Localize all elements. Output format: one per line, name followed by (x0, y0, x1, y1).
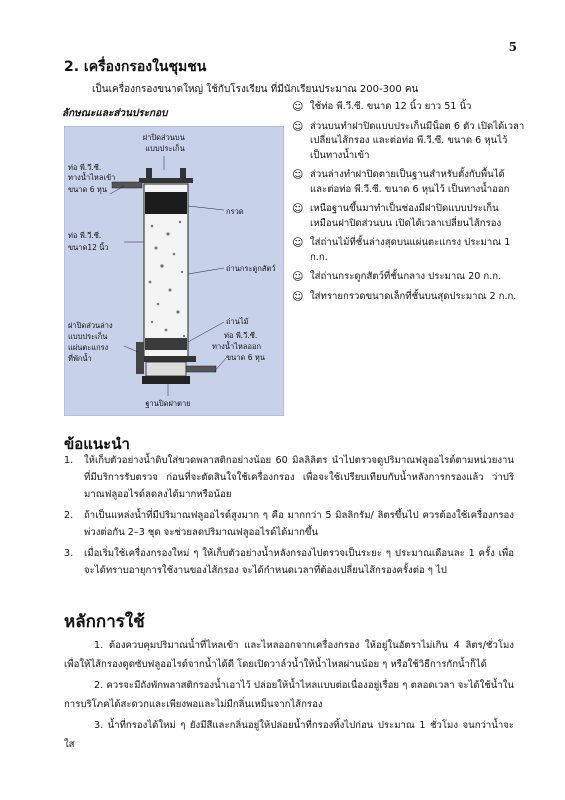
principles-body (64, 636, 514, 756)
list-item: ☺ ใส่ถ่านกระดูกสัตว์ที่ชั้นกลาง ประมาณ 20 ก.ก. (292, 270, 502, 283)
list-item: ☺ ส่วนบนทำฝาปิดแบบประเก็นมีน็อต 6 ตัว เปิดได้เวลาเปลี่ยนไส้กรอง และต่อท่อ พี.วี.ซี. ขนาด 6 หุนไว้ เป็นทางน้ำเข้า (292, 119, 525, 161)
list-item: 2. ถ้าเป็นแหล่งน้ำที่มีปริมาณฟลูออไรด์สูงมาก ๆ คือ มากกว่า 5 มิลลิกรัม/ ลิตรขึ้นไป ควรต้องใช้เครื่องกรองพ่วงต่อกัน 2–3 ชุด จะช่วยลดปริมาณฟลูออไรด์ได้มากขึ้น (64, 510, 514, 538)
list-item: 3. เมื่อเริ่มใช้เครื่องกรองใหม่ ๆ ให้เก็บตัวอย่างน้ำหลังกรองไปตรวจเป็นระยะ ๆ ประมาณเดือนละ 1 ครั้ง เพื่อจะได้ทราบอายุการใช้งานของไส้กรอง จะได้กำหนดเวลาที่ต้องเปลี่ยนไส้กรองครั้งต่อ ๆ ไป (64, 548, 514, 576)
list-item: ☺ ใส่ทรายกรวดขนาดเล็กที่ชั้นบนสุดประมาณ 2 ก.ก. (292, 289, 517, 303)
label-top-lid: ฝาปิดส่วนบน แบบประเก็น (142, 133, 185, 153)
principles-heading: หลักการใช้ (64, 612, 145, 632)
list-item: ☺ ใช้ท่อ พี.วี.ซี. ขนาด 12 นิ้ว ยาว 51 นิ้ว (292, 100, 472, 113)
label-gravel: กรวด (226, 207, 244, 216)
advice-list (64, 452, 514, 583)
components-subheading: ลักษณะและส่วนประกอบ (62, 108, 168, 119)
smiley-icon: ☺ (292, 289, 304, 303)
smiley-icon: ☺ (292, 236, 304, 249)
paragraph: 1. ต้องควบคุมปริมาณน้ำที่ไหลเข้า และไหลออกจากเครื่องกรอง ให้อยู่ในอัตราไม่เกิน 4 ลิตร/ชั่วโมง เพื่อให้ไส้กรองดูดซับฟลูออไรด์จากน้ำได้ดี โดยเปิดวาล์วน้ำให้น้ำไหลผ่านน้อย ๆ หรือใช้วิธีการกักน้ำก็ได้ (64, 640, 514, 670)
label-base: ฐานปิดฝาตาย (145, 399, 191, 408)
label-pvc-pipe: ท่อ พี.วี.ซี. ขนาด12 นิ้ว (68, 231, 109, 252)
advice-heading: ข้อแนะนำ (64, 435, 130, 453)
label-bone-char: ถ่านกระดูกสัตว์ (226, 264, 276, 273)
paragraph: 3. น้ำที่กรองได้ใหม่ ๆ ยังมีสีและกลิ่นอยู่ให้ปล่อยน้ำที่กรองทิ้งไปก่อน ประมาณ 1 ชั่วโมง จนกว่าน้ำจะใส (64, 720, 514, 750)
section-heading: 2. เครื่องกรองในชุมชน (64, 59, 207, 75)
label-bottom-lid: ฝาปิดส่วนล่าง แบบประเก็น แผ่นตะแกรง ที่พักน้ำ (68, 321, 113, 363)
filter-diagram (64, 126, 284, 416)
label-inlet-pipe: ท่อ พี.วี.ซี. ทางน้ำไหลเข้า ขนาด 6 หุน (68, 163, 116, 194)
smiley-icon: ☺ (292, 119, 304, 133)
label-outlet-pipe: ท่อ พี.วี.ซี. ทางน้ำไหลออก ขนาด 6 หุน (212, 331, 265, 362)
label-charcoal: ถ่านไม้ (226, 317, 249, 326)
list-item: ☺ ส่วนล่างทำฝาปิดตายเป็นฐานสำหรับตั้งกับพื้นได้ และต่อท่อ พี.วี.ซี. ขนาด 6 หุนไว้ เป็นทางน้ำออก (292, 168, 510, 195)
list-item: 1. ให้เก็บตัวอย่างน้ำดิบใส่ขวดพลาสติกอย่างน้อย 60 มิลลิลิตร นำไปตรวจดูปริมาณฟลูออไรด์ตามหน่วยงานที่มีบริการรับตรวจ ก่อนที่จะตัดสินใจใช้เครื่องกรอง เพื่อจะใช้เปรียบเทียบกับน้ำหลังการกรองแล้ว ว่าปริมาณฟลูออไรด์ลดลงได้มากหรือน้อย (64, 455, 514, 500)
smiley-icon: ☺ (292, 100, 304, 113)
smiley-icon: ☺ (292, 168, 304, 181)
smiley-icon: ☺ (292, 270, 304, 283)
page-number: 5 (508, 40, 517, 54)
section-intro: เป็นเครื่องกรองขนาดใหญ่ ใช้กับโรงเรียน ที่มีนักเรียนประมาณ 200-300 คน (92, 84, 419, 95)
paragraph: 2. ควรจะมีถังพักพลาสติกรองน้ำเอาไว้ ปล่อยให้น้ำไหลแบบต่อเนื่องอยู่เรื่อย ๆ ตลอดเวลา จะได้ใช้น้ำในการบริโภคได้สะดวกและเพียงพอและไม่มีกลิ่นเหม็นจากไส้กรอง (64, 680, 514, 710)
smiley-icon: ☺ (292, 202, 304, 215)
list-item: ☺ ใส่ถ่านไม้ที่ชั้นล่างสุดบนแผ่นตะแกรง ประมาณ 1 ก.ก. (292, 236, 511, 263)
components-list (290, 100, 525, 309)
list-item: ☺ เหนือฐานขึ้นมาทำเป็นช่องมีฝาปิดแบบประเก็น เหมือนฝาปิดส่วนบน เปิดได้เวลาเปลี่ยนไส้กรอง (292, 202, 502, 229)
